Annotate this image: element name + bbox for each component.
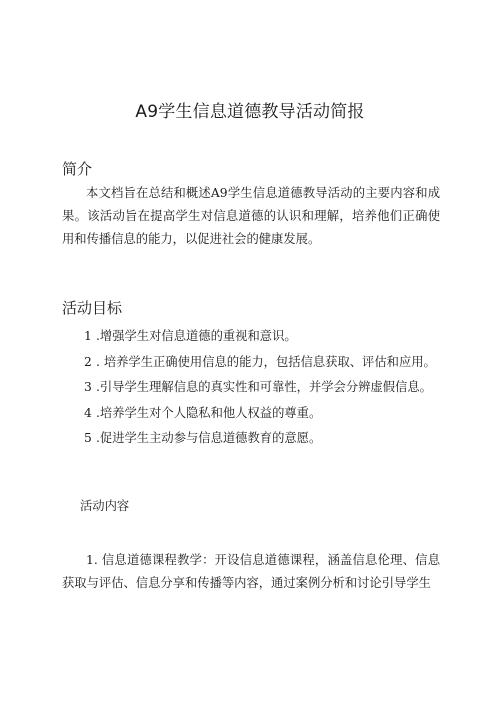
intro-paragraph: 本文档旨在总结和概述A9学生信息道德教导活动的主要内容和成果。该活动旨在提高学生对信息道德的认识和理解，培养他们正确使用和传播信息的能力，以促进社会的健康发展。	[62, 186, 440, 246]
goal-text: .促进学生主动参与信息道德教育的意愿。	[96, 431, 322, 446]
goal-item	[84, 401, 436, 427]
goal-item	[84, 375, 436, 401]
content-paragraph: 1. 信息道德课程教学：开设信息道德课程，涵盖信息伦理、信息获取与评估、信息分享和传播等内容，通过案例分析和讨论引导学生	[62, 553, 440, 590]
goal-number: 4	[84, 405, 92, 420]
content-heading: 活动内容	[80, 499, 130, 513]
goal-item	[84, 324, 436, 350]
goal-text: .增强学生对信息道德的重视和意识。	[96, 329, 297, 343]
goal-number: 5	[84, 431, 92, 446]
goals-list	[84, 324, 436, 452]
goal-item	[84, 426, 436, 452]
goal-number: 3	[84, 380, 92, 395]
goal-item	[84, 350, 436, 376]
goals-heading: 活动目标	[62, 299, 123, 317]
goal-text: . 培养学生正确使用信息的能力，包括信息获取、评估和应用。	[96, 354, 436, 369]
document-title: A9学生信息道德教导活动简报	[135, 102, 365, 122]
goal-text: .培养学生对个人隐私和他人权益的尊重。	[96, 405, 322, 420]
goal-text: .引导学生理解信息的真实性和可靠性，并学会分辨虚假信息。	[96, 380, 432, 395]
intro-heading: 简介	[62, 160, 93, 178]
goal-number: 1	[84, 329, 92, 343]
goal-number: 2	[84, 354, 92, 369]
